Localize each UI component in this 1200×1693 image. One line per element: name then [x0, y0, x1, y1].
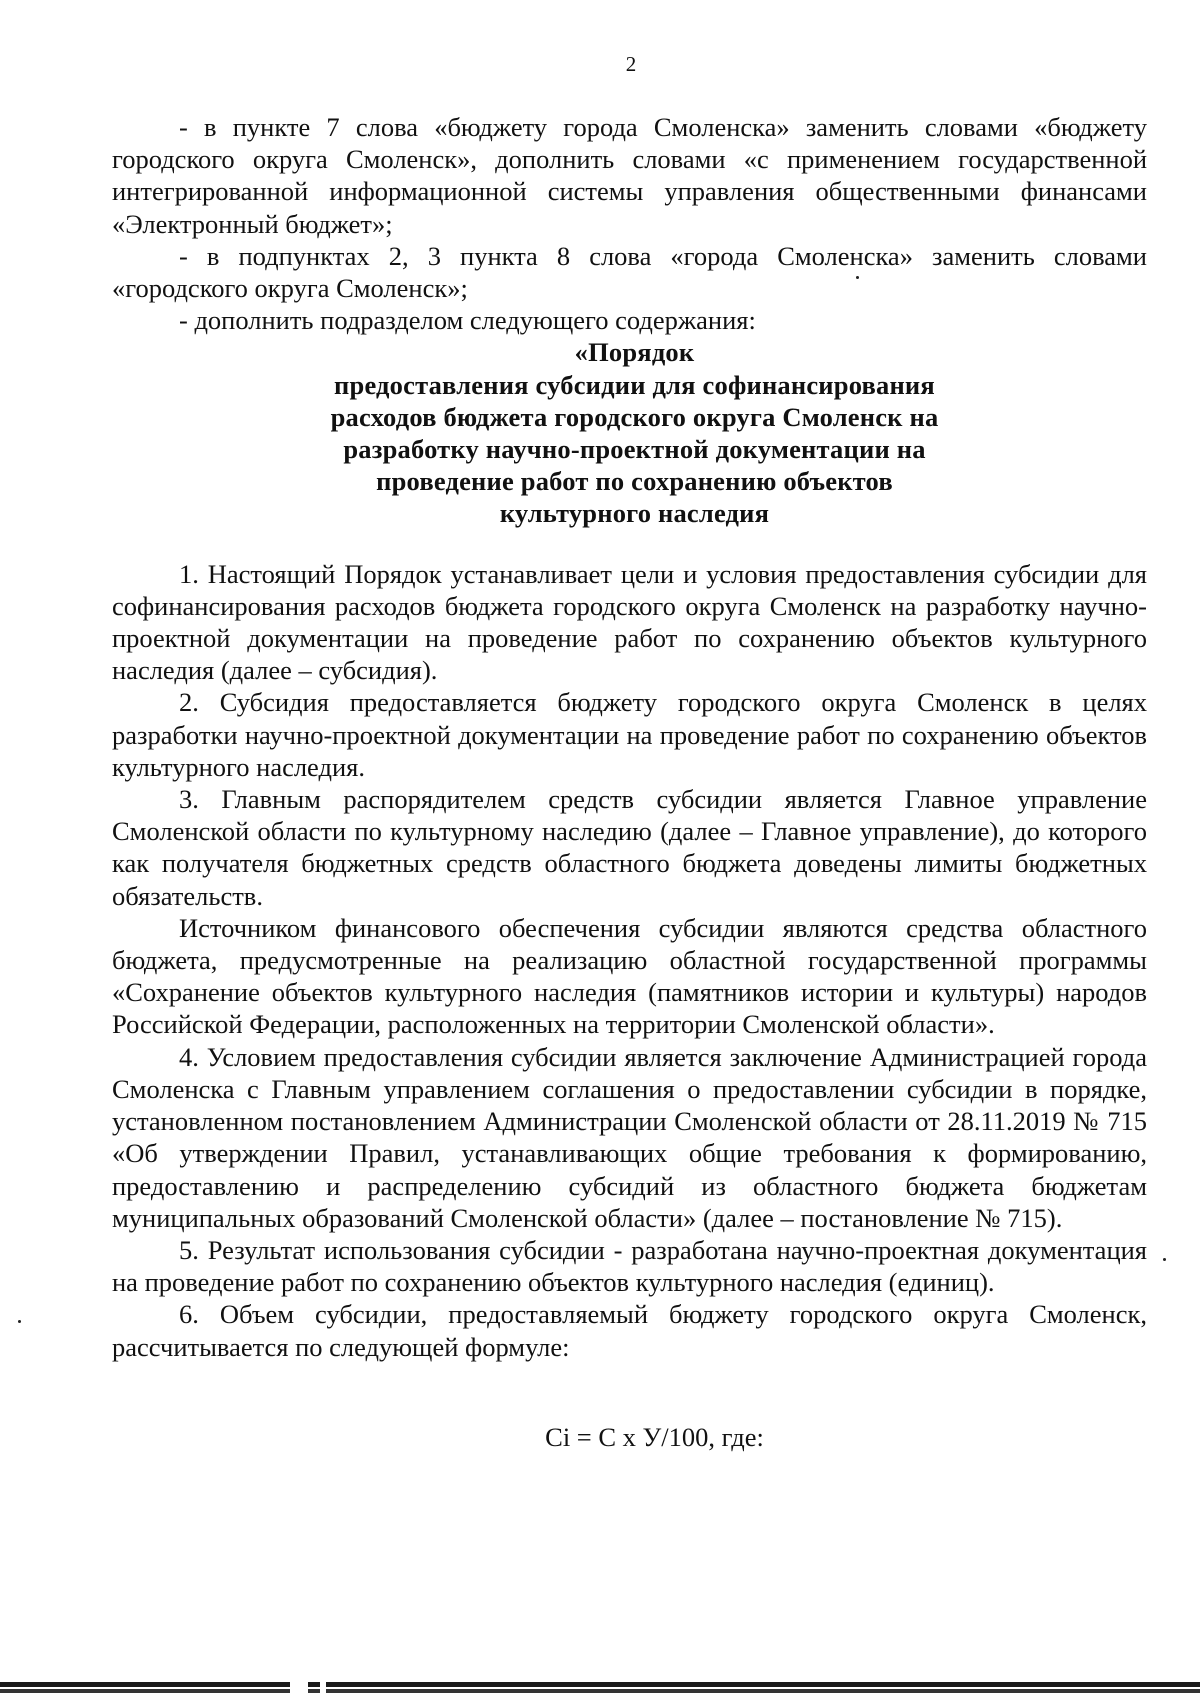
title-line: предоставления субсидии для софинансирования	[334, 369, 935, 400]
scan-bottom-edge-gap	[290, 1679, 308, 1693]
document-body	[112, 111, 1147, 1453]
paragraph-item-2: 2. Субсидия предоставляется бюджету городского округа Смоленск в целях разработки научно-проектной документации на проведение работ по сохранению объектов культурного наследия.	[112, 687, 1147, 782]
page-number: 2	[625, 52, 637, 76]
subsidy-formula: Ci = C х У/100, где:	[545, 1421, 764, 1452]
paragraph-add-subsection: - дополнить подразделом следующего содержания:	[179, 305, 756, 336]
scan-speck	[18, 1320, 21, 1323]
paragraph-item-5: 5. Результат использования субсидии - разработана научно-проектная документация на проведение работ по сохранению объектов культурного наследия (единиц).	[112, 1234, 1147, 1298]
title-line: культурного наследия	[499, 498, 770, 529]
title-line: разработку научно-проектной документации на	[343, 434, 926, 465]
paragraph-item-6: 6. Объем субсидии, предоставляемый бюджету городского округа Смоленск, рассчитывается по следующей формуле:	[112, 1299, 1147, 1362]
paragraph-item-4: 4. Условием предоставления субсидии является заключение Администрацией города Смоленска с Главным управлением соглашения о предоставлении субсидии в порядке, установленном постановлением Администрации Смоленской области от 28.11.2019 № 715 «Об утверждении Правил, устанавливающих общие требования к формированию, предоставлению и распределению субсидий из областного бюджета бюджетам муниципальных образований Смоленской области» (далее – постановление № 715).	[112, 1041, 1147, 1233]
scan-speck	[856, 276, 859, 279]
section-title	[112, 336, 1147, 529]
scan-bottom-edge-gap	[320, 1679, 326, 1693]
scan-bottom-edge	[0, 1679, 1200, 1693]
title-line: расходов бюджета городского округа Смоленск на	[330, 401, 939, 432]
paragraph-amendment-point-7: - в пункте 7 слова «бюджету города Смоленска» заменить словами «бюджету городского округа Смоленск», дополнить словами «с применением государственной интегрированной информационной системы управления общественными финансами «Электронный бюджет»;	[112, 112, 1147, 239]
scan-speck	[1163, 1258, 1166, 1261]
paragraph-amendment-point-8: - в подпунктах 2, 3 пункта 8 слова «города Смоленска» заменить словами «городского округа Смоленск»;	[112, 240, 1147, 304]
title-line: «Порядок	[574, 337, 695, 368]
paragraph-funding-source: Источником финансового обеспечения субсидии являются средства областного бюджета, предусмотренные на реализацию областной государственной программы «Сохранение объектов культурного наследия (памятников истории и культуры) народов Российской Федерации, расположенных на территории Смоленской области».	[112, 912, 1147, 1040]
paragraph-item-1: 1. Настоящий Порядок устанавливает цели и условия предоставления субсидии для софинансирования расходов бюджета городского округа Смоленск на разработку научно-проектной документации на проведение работ по сохранению объектов культурного наследия (далее – субсидия).	[112, 558, 1147, 686]
title-line: проведение работ по сохранению объектов	[376, 466, 893, 497]
paragraph-item-3: 3. Главным распорядителем средств субсидии является Главное управление Смоленской области по культурному наследию (далее – Главное управление), до которого как получателя бюджетных средств областного бюджета доведены лимиты бюджетных обязательств.	[112, 784, 1147, 911]
